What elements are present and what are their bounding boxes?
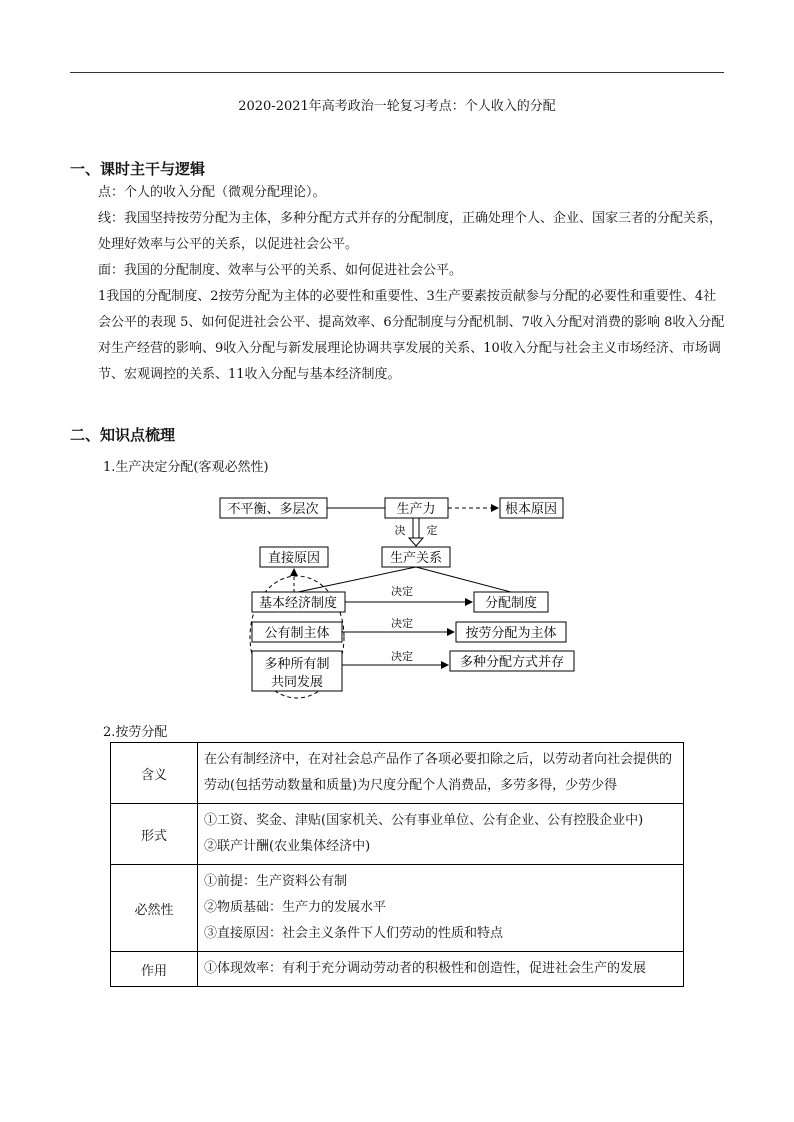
direct-cause-label: 直接原因 [267,551,321,566]
point-paragraph: 点：个人的收入分配（微观分配理论）。 [98,185,326,200]
production-distribution-diagram [210,488,580,703]
public-main-box [252,622,342,642]
table-line: ③直接原因：社会主义条件下人们劳动的性质和特点 [204,926,504,941]
multi-ownership-box [252,651,342,691]
table-row [111,865,684,952]
multi-distribution-box [450,651,574,671]
line-paragraph: 线：我国坚持按劳分配为主体，多种分配方式并存的分配制度，正确处理个人、企业、国家三者的分配关系，处理好效率与公平的关系，以促进社会公平。 [98,211,723,252]
root-cause-box [500,498,563,518]
row-key-meaning: 含义 [111,743,198,804]
table-line: ①工资、奖金、津贴(国家机关、公有事业单位、公有企业、公有控股企业中) [204,813,644,828]
header-rule [70,72,724,73]
productivity-box [385,498,448,518]
row-value-role [198,952,684,987]
productivity-label: 生产力 [396,502,436,517]
decides-down-arrow [409,518,423,546]
topic-list-paragraph: 1我国的分配制度、2按劳分配为主体的必要性和重要性、3生产要素按贡献参与分配的必要性和重要性、4社会公平的表现 5、如何促进社会公平、提高效率、6分配制度与分配机制、7收入分配对消费的影响 8收入分配对生产经营的影响、9收入分配与新发展理论协调共享发展的关系、10收入分配与社会主义市场经济、市场调节、宏观调控的关系、11收入分配与基本经济制度。 [98,289,725,382]
subheading-labor-distribution: 2.按劳分配 [103,725,168,740]
labor-main-label: 按劳分配为主体 [465,626,557,641]
relations-to-distribution-line [416,567,511,592]
table-row [111,952,684,987]
uneven-box [220,498,327,518]
section-heading-1: 一、课时主干与逻辑 [70,160,206,178]
public-main-label: 公有制主体 [264,626,330,641]
table-line: ①前提：生产资料公有制 [204,874,348,889]
uneven-label: 不平衡、多层次 [227,502,319,517]
row-key-necessity: 必然性 [111,865,198,952]
table-row [111,804,684,865]
table-line: ①体现效率：有利于充分调动劳动者的积极性和创造性，促进社会生产的发展 [204,961,647,976]
document-title: 2020-2021年高考政治一轮复习考点：个人收入的分配 [238,99,556,114]
decide-label-1: 决定 [391,585,413,598]
relations-box [382,547,450,567]
decide-vertical-char-1: 决 [394,524,406,537]
row-value-necessity [198,865,684,952]
surface-paragraph: 面：我国的分配制度、效率与公平的关系、如何促进社会公平。 [98,263,463,278]
distribution-system-label: 分配制度 [484,596,538,611]
row-key-form: 形式 [111,804,198,865]
row-key-role: 作用 [111,952,198,987]
decide-label-2: 决定 [391,617,413,630]
basic-system-box [252,592,345,612]
section-heading-2: 二、知识点梳理 [70,426,176,444]
table-line: ②联产计酬(农业集体经济中) [204,839,371,854]
table-line: ②物质基础：生产力的发展水平 [204,900,387,915]
labor-main-box [456,622,566,642]
direct-cause-box [260,547,328,567]
distribution-system-box [474,592,548,612]
table-row [111,743,684,804]
row-value-form [198,804,684,865]
section-1-body [70,180,728,388]
multi-distribution-label: 多种分配方式并存 [459,655,565,670]
labor-distribution-table [110,742,684,987]
multi-ownership-label-1: 多种所有制 [264,657,330,672]
basic-system-label: 基本经济制度 [258,596,338,611]
decide-vertical-char-2: 定 [426,524,438,537]
decide-label-3: 决定 [391,650,413,663]
table-line: 在公有制经济中，在对社会总产品作了各项必要扣除之后，以劳动者向社会提供的劳动(包括劳动数量和质量)为尺度分配个人消费品，多劳多得，少劳少得 [204,752,673,793]
relations-label: 生产关系 [389,551,443,566]
multi-ownership-label-2: 共同发展 [270,675,324,690]
root-cause-label: 根本原因 [504,502,558,517]
subheading-production-decides-distribution: 1.生产决定分配(客观必然性) [103,460,269,475]
row-value-meaning [198,743,684,804]
